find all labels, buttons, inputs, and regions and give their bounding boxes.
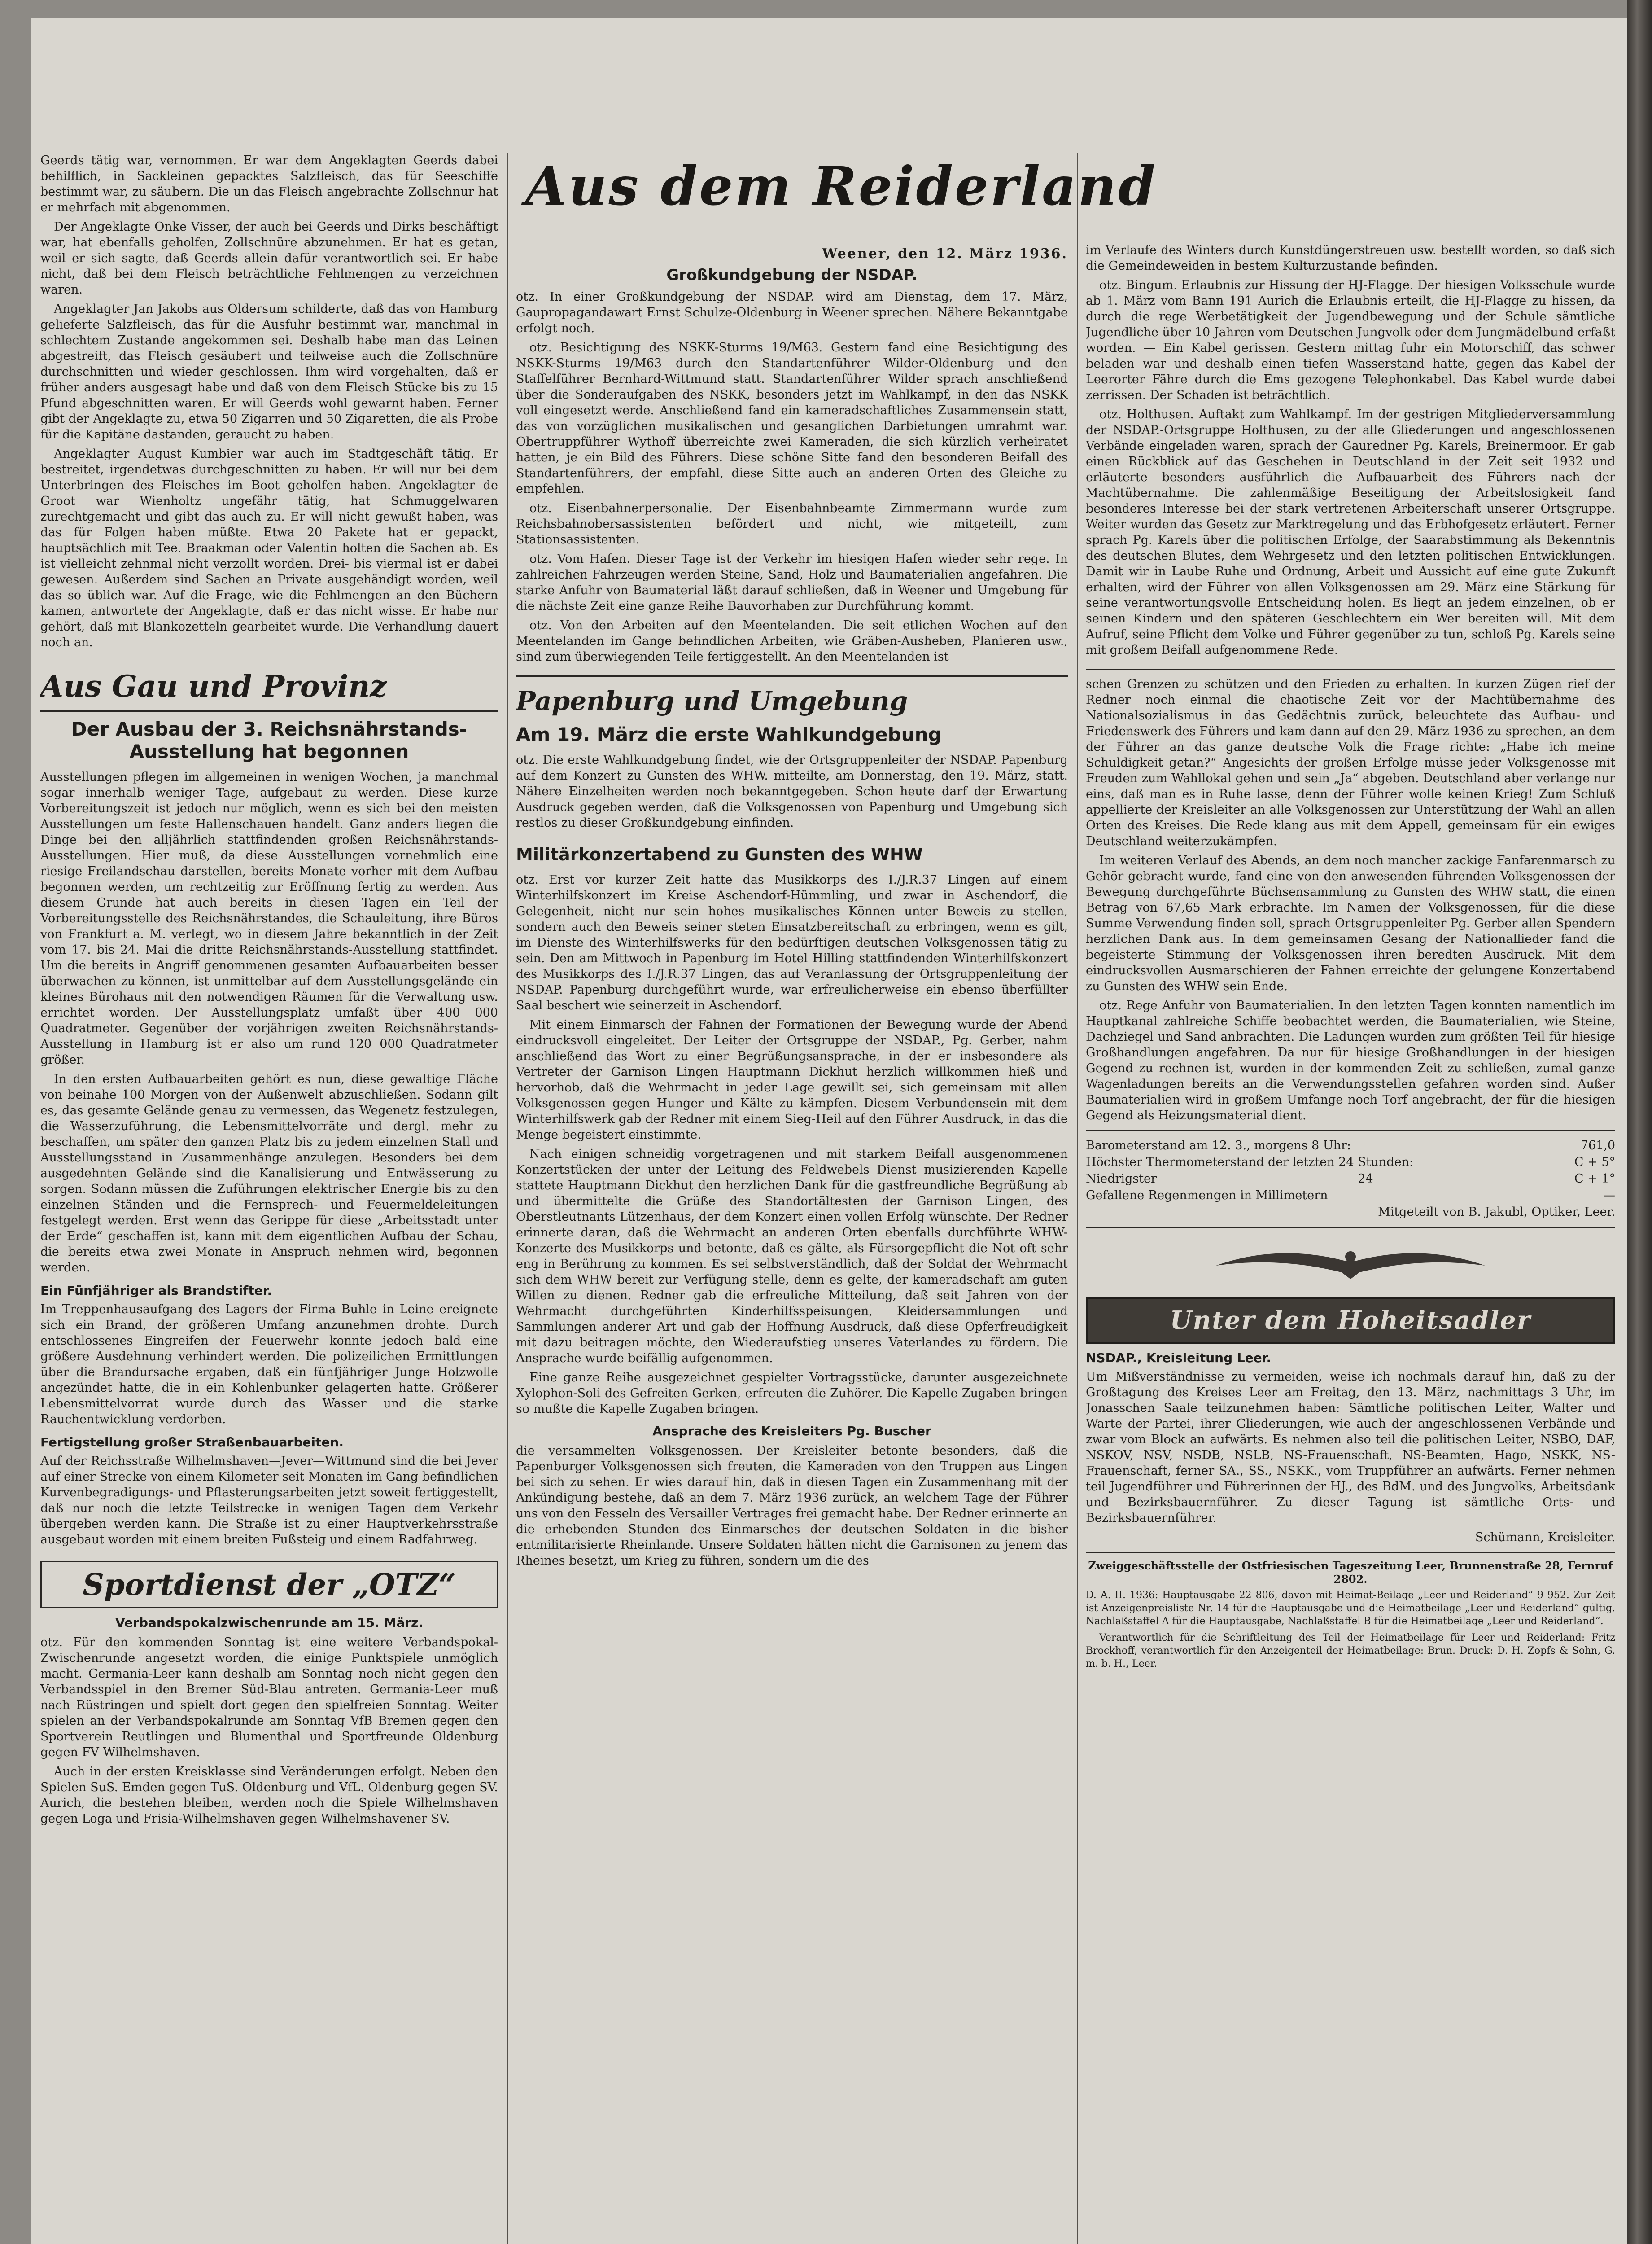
barometer-label: Barometerstand am 12. 3., morgens 8 Uhr: — [1086, 1139, 1351, 1153]
headline-militaerkonzert: Militärkonzertabend zu Gunsten des WHW — [516, 845, 923, 864]
signature: Schümann, Kreisleiter. — [1475, 1530, 1615, 1544]
divider — [40, 710, 498, 712]
divider — [1086, 1227, 1615, 1228]
paragraph: Eine ganze Reihe ausgezeichnet gespielter Vortragsstücke, darunter ausgezeichnete Xylophon-Soli des Gefreiten Gerken, erfreuten die Zuhörer. Die Kapelle Zugaben bringen so mußte die Kapelle Zugaben bringen. — [516, 1371, 1068, 1416]
min-temp-label: Niedrigster — [1086, 1172, 1157, 1186]
weather-report — [1086, 1137, 1615, 1220]
section-title-gau: Aus Gau und Provinz — [40, 669, 387, 704]
paragraph: otz. Von den Arbeiten auf den Meentelanden. Die seit etlichen Wochen auf den Meentelanden im Gange befindlichen Arbeiten, wie Gräben-Ausheben, Planieren usw., sind zum überwiegenden Teile fertiggestellt. An den Meentelanden ist — [516, 618, 1068, 664]
article-weener — [516, 289, 1068, 665]
max-temp-label: Höchster Thermometerstand der letzten 24 Stunden: — [1086, 1155, 1414, 1169]
eagle-icon — [1211, 1239, 1490, 1293]
headline-ausstellung: Der Ausbau der 3. Reichsnährstands-Ausstellung hat begonnen — [71, 718, 468, 763]
page-binding — [1627, 0, 1652, 2244]
paragraph: otz. Erst vor kurzer Zeit hatte das Musikkorps des I./J.R.37 Lingen auf einem Winterhilfskonzert im Kreise Aschendorf-Hümmling, und zwar in Aschendorf, die Gelegenheit, nicht nur sein hohes musikalisches Können unter Beweis zu stellen, sondern auch den Beweis seiner steten Einsatzbereitschaft zu erbringen, wenn es gilt, im Dienste des Winterhilfswerks für den bedürftigen deutschen Volksgenossen tätig zu sein. Den am Mittwoch in Papenburg im Hotel Hilling stattfindenden Winterhilfskonzert des Musikkorps des I./J.R.37 Lingen, das auf Veranlassung der Ortsgruppenleitung der NSDAP. Papenburg durchgeführt wurde, war erfreulicherweise ein ebenso überfüllter Saal beschert wie seinerzeit in Aschendorf. — [516, 873, 1068, 1012]
section-title-papenburg: Papenburg und Umgebung — [516, 686, 908, 716]
paragraph: otz. Rege Anfuhr von Baumaterialien. In den letzten Tagen konnten namentlich im Hauptkanal zahlreiche Schiffe beobachtet werden, die Baumaterialien, wie Steine, Dachziegel und Sand anbrachten. Die Ladungen wurden zum größten Teil für hiesige Großhandlungen angefahren. Da nur für hiesige Großhandlungen in der hiesigen Gegend zu rechnen ist, wurden in der kommenden Zeit zu schließen, zumal ganze Wagenladungen bereits an die Verwendungsstellen gefahren worden sind. Außer Baumaterialien wird in großem Umfange noch Torf angebracht, der für die hiesigen Gegend als Heizungsmaterial dient. — [1086, 999, 1615, 1122]
paragraph: Geerds tätig war, vernommen. Er war dem Angeklagten Geerds dabei behilflich, in Sackleinen gepacktes Salzfleisch, das für Seeschiffe bestimmt war, zu säubern. Die un das Fleisch angebrachte Zollschnur hat er mehrfach mit abgenommen. — [40, 153, 498, 215]
article-militaerkonzert — [516, 872, 1068, 1417]
headline-verbandspokal: Verbandspokalzwischenrunde am 15. März. — [115, 1615, 423, 1630]
min-temp-value: C + 1° — [1574, 1172, 1615, 1186]
paragraph: Angeklagter August Kumbier war auch im Stadtgeschäft tätig. Er bestreitet, irgendetwas durchgeschnitten zu haben. Er will nur bei dem Unterbringen des Fleisches im Boot geholfen haben. Angeklagter de Groot war Wienholtz ungefähr tätig, hat Schmuggelwaren zurechtgemacht und gibt das auch zu. Er will nicht gewußt haben, was das für Folgen haben müßte. Etwa 20 Pakete hat er gepackt, hauptsächlich mit Tee. Braakman oder Valentin holten die Sachen ab. Es ist vielleicht zehnmal nicht verzollt worden. Drei- bis viermal ist er dabei gewesen. Außerdem sind Sachen an Private ausgehändigt worden, weil das so üblich war. Auf die Frage, wie die Fehlmengen an den Büchern kamen, antwortete der Angeklagte, daß er das nicht wisse. Er habe nur gehört, daß mit Blankozetteln gearbeitet wurde. Die Verhandlung dauert noch an. — [40, 447, 498, 649]
rain-label: Gefallene Regenmengen in Millimetern — [1086, 1188, 1328, 1202]
article-buscher-continued — [1086, 676, 1615, 1123]
article-ausstellung — [40, 769, 498, 1275]
paragraph: Der Angeklagte Onke Visser, der auch bei Geerds und Dirks beschäftigt war, hat ebenfalls geholfen, Zollschnüre abzunehmen. Er hat es getan, weil er sich sagte, daß Geerds allein dafür verantwortlich sei. Er habe nicht, daß bei dem Fleisch beträchtliche Fehlmengen zu verzeichnen waren. — [40, 220, 498, 297]
left-intro — [40, 153, 498, 650]
article-kreisleitung — [1086, 1369, 1615, 1526]
article-brandstifter — [40, 1302, 498, 1427]
headline-strassenbau: Fertigstellung großer Straßenbauarbeiten. — [40, 1435, 344, 1450]
paragraph: otz. In einer Großkundgebung der NSDAP. wird am Dienstag, dem 17. März, Gaupropagandawart Ernst Schulze-Oldenburg in Weener sprechen. Nähere Bekanntgabe erfolgt noch. — [516, 290, 1068, 335]
article-reiderland-notes — [1086, 242, 1615, 658]
paragraph: Nach einigen schneidig vorgetragenen und mit starkem Beifall ausgenommenen Konzertstücken der unter der Leitung des Feldwebels Dienst musizierenden Kapelle stattete Hauptmann Dickhut den herzlichen Dank für die gastfreundliche Begrüßung ab und übermittelte die Grüße des Standortältesten der Garnison Lingen, des Oberstleutnants Lützenhaus, der dem Konzert einen vollen Erfolg wünschte. Der Redner erinnerte daran, daß die Wehrmacht an anderen Orten ebenfalls durchführte WHW-Konzerte des Musikkorps und betonte, daß es gälte, als Fürsorgepflicht die Not oft sehr eng in Berührung zu kommen. Es sei selbstverständlich, daß der Soldat der Wehrmacht sich dem WHW bereit zur Verfügung stelle, denn es gelte, der kameradschaft am guten Willen zu dienen. Redner gab die erfreuliche Mitteilung, daß seit Jahren von der Wehrmacht durchgeführten Kinderhilfsspeisungen, Kleidersammlungen und Sammlungen anderer Art und gab der Hoffnung Ausdruck, daß diese Opferfreudigkeit mit dazu beitragen möchte, den Wiederaufstieg unseres Vaterlandes zu fördern. Die Ansprache wurde beifällig aufgenommen. — [516, 1147, 1068, 1365]
paragraph: otz. Vom Hafen. Dieser Tage ist der Verkehr im hiesigen Hafen wieder sehr rege. In zahlreichen Fahrzeugen werden Steine, Sand, Holz und Baumaterialien angefahren. Die starke Anfuhr von Baumaterial läßt darauf schließen, daß in Weener und Umgebung für die nächste Zeit eine ganze Reihe Bauvorhaben zur Durchführung kommt. — [516, 552, 1068, 613]
headline-kreisleitung: NSDAP., Kreisleitung Leer. — [1086, 1350, 1272, 1365]
min-temp-hours: 24 — [1358, 1172, 1373, 1186]
paragraph: Im weiteren Verlauf des Abends, an dem noch mancher zackige Fanfarenmarsch zu Gehör gebracht wurde, fand eine von den anwesenden führenden Volksgenossen der Bewegung durchgeführte Büchsensammlung zu Gunsten des WHW statt, die einen Betrag von 67,65 Mark erbrachte. Im Namen der Volksgenossen, für die diese Summe Verwendung finden soll, sprach Ortsgruppenleiter Pg. Gerber allen Spendern herzlichen Dank aus. In dem gemeinsamen Gesang der Nationallieder fand die begeisterte Stimmung der Volksgenossen ihren beredten Ausdruck. Mit dem eindrucksvollen Ausmarschieren der Fahnen erreichte der gelungene Konzertabend zu Gunsten des WHW sein Ende. — [1086, 854, 1615, 993]
weather-row — [1086, 1170, 1615, 1187]
imprint-head: Zweiggeschäftsstelle der Ostfriesischen Tageszeitung Leer, Brunnenstraße 28, Fernruf 2802. — [1088, 1559, 1613, 1586]
dateline: Weener, den 12. März 1936. — [822, 246, 1068, 262]
paragraph: Ausstellungen pflegen im allgemeinen in wenigen Wochen, ja manchmal sogar innerhalb weniger Tage, aufgebaut zu werden. Diese kurze Vorbereitungszeit ist jedoch nur möglich, wenn es sich bei den meisten Ausstellungen um feste Hallenschauen handelt. Ganz anders liegen die Dinge bei den alljährlich stattfindenden großen Reichsnährstands-Ausstellungen. Hier muß, da diese Ausstellungen vornehmlich eine riesige Freilandschau darstellen, bereits Monate vorher mit dem Aufbau begonnen werden, um rechtzeitig zur Eröffnung fertig zu werden. Aus diesem Grunde hat auch bereits in diesen Tagen ein Teil der Vorbereitungsstelle des Reichsnährstandes, die Schauleitung, ihre Büros von Frankfurt a. M. verlegt, wo in diesem Jahre bekanntlich in der Zeit vom 17. bis 24. Mai die dritte Reichsnährstands-Ausstellung stattfindet. Um die bereits in Angriff genommenen gesamten Aufbauarbeiten besser überwachen zu können, ist unmittelbar auf dem Ausstellungsgelände ein kleines Bürohaus mit den notwendigen Räumen für die Verwaltung usw. errichtet worden. Der Ausstellungsplatz umfaßt über 400 000 Quadratmeter. Gegenüber der vorjährigen zweiten Reichsnährstands-Ausstellung in Hamburg ist er also um rund 120 000 Quadratmeter größer. — [40, 770, 498, 1067]
headline-brandstifter: Ein Fünfjähriger als Brandstifter. — [40, 1283, 272, 1298]
divider — [1086, 1552, 1615, 1553]
divider — [1086, 1130, 1615, 1131]
paragraph: die versammelten Volksgenossen. Der Kreisleiter betonte besonders, daß die Papenburger Volksgenossen sich freuten, die Kameraden von den Truppen aus Lingen bei sich zu sehen. Er wies darauf hin, daß in diesen Tagen ein Zusammenhang mit der Ankündigung bestehe, daß an dem 7. März 1936 zurück, an welchem Tage der Führer uns von den Fesseln des Versailler Vertrages frei gemacht habe. Der Redner erinnerte an die erhebenden Stunden des Einmarsches der deutschen Soldaten in die bisher entmilitarisierte Rheinlande. Unsere Soldaten hätten nicht die Garnisonen zu jenem das Rheines besetzt, um Krieg zu führen, sondern um die des — [516, 1444, 1068, 1568]
paragraph: Auch in der ersten Kreisklasse sind Veränderungen erfolgt. Neben den Spielen SuS. Emden gegen TuS. Oldenburg und VfL. Oldenburg gegen SV. Aurich, die bestehen bleiben, werden noch die Spiele Wilhelmshaven gegen Loga und Frisia-Wilhelmshaven gegen Wilhelmshavener SV. — [40, 1765, 498, 1826]
article-strassenbau — [40, 1453, 498, 1547]
paragraph: Auf der Reichsstraße Wilhelmshaven—Jever—Wittmund sind die bei Jever auf einer Strecke von einem Kilometer seit Monaten im Gang befindlichen Kurvenbegradigungs- und Pflasterungsarbeiten jetzt soweit fertiggestellt, daß nur noch die letzte Teilstrecke in wenigen Tagen dem Verkehr übergeben werden kann. Die Straße ist zu einer Hauptverkehrsstraße ausgebaut worden mit einem breiten Fußsteig und einem Radfahrweg. — [40, 1454, 498, 1547]
article-wahlkundgebung — [516, 752, 1068, 831]
newspaper-page — [31, 18, 1629, 2244]
column-rule — [1077, 153, 1078, 2244]
article-verbandspokal — [40, 1635, 498, 1827]
max-temp-value: C + 5° — [1574, 1155, 1615, 1169]
masthead-area — [516, 153, 1167, 242]
left-column — [40, 153, 498, 2244]
headline-grosskundgebung: Großkundgebung der NSDAP. — [666, 266, 918, 284]
sport-banner-box — [40, 1561, 498, 1608]
middle-column — [516, 242, 1068, 2244]
masthead-title: Aus dem Reiderland — [525, 155, 1157, 217]
paragraph: D. A. II. 1936: Hauptausgabe 22 806, davon mit Heimat-Beilage „Leer und Reiderland“ 9 952. Zur Zeit ist Anzeigenpreisliste Nr. 14 für die Hauptausgabe und die Heimatbeilage „Leer und Reiderland“ gültig. Nachlaßstaffel A für die Hauptausgabe, Nachlaßstaffel B für die Heimatbeilage „Leer und Reiderland“. — [1086, 1590, 1615, 1627]
divider — [1086, 669, 1615, 670]
paragraph: otz. Bingum. Erlaubnis zur Hissung der HJ-Flagge. Der hiesigen Volksschule wurde ab 1. März vom Bann 191 Aurich die Erlaubnis erteilt, die HJ-Flagge zu hissen, da durch die rege Werbetätigkeit der Jugendbewegung und der Schule sämtliche Jugendliche über 10 Jahren vom Deutschen Jungvolk oder dem Jungmädelbund erfaßt worden. — Ein Kabel gerissen. Gestern mittag fuhr ein Motorschiff, das schwer beladen war und deshalb einen tiefen Wasserstand hatte, gegen das Kabel der Leerorter Fähre durch die Ems gezogene Telephonkabel. Das Kabel wurde dabei zerrissen. Der Schaden ist beträchtlich. — [1086, 278, 1615, 402]
paragraph: Mit einem Einmarsch der Fahnen der Formationen der Bewegung wurde der Abend eindrucksvoll eingeleitet. Der Leiter der Ortsgruppe der NSDAP., Pg. Gerber, nahm anschließend das Wort zu einer Begrüßungsansprache, in der er insbesondere als Vertreter der Garnison Lingen Hauptmann Dickhut herzlich willkommen hieß und hervorhob, daß die Wehrmacht in jeder Lage gewillt sei, sich gemeinsam mit allen Volksgenossen gegen Hunger und Kälte zu kämpfen. Diesem Verbundensein mit dem Winterhilfswerk gab der Redner mit einem Sieg-Heil auf den Führer Ausdruck, in das die Menge begeistert einstimmte. — [516, 1018, 1068, 1142]
weather-row — [1086, 1187, 1615, 1204]
paragraph: In den ersten Aufbauarbeiten gehört es nun, diese gewaltige Fläche von beinahe 100 Morgen von der Außenwelt abzuschließen. Sodann gilt es, das gesamte Gelände genau zu vermessen, das Wegenetz festzulegen, die Wasserzuführung, die Lebensmittelvorräte und dergl. mehr zu beschaffen, um später den ganzen Platz bis zu jedem einzelnen Stall und Ausstellungsstand in Zusammenhänge anzulegen. Besonders bei dem ausgedehnten Gelände sind die Kanalisierung und Entwässerung zu sorgen. Sodann müssen die Zuführungen elektrischer Energie bis zu den einzelnen Ständen und die Fernsprech- und Feuermeldeleitungen festgelegt werden. Erst wenn das Gerippe für diese „Arbeitsstadt unter der Erde“ geschaffen ist, kann mit dem eigentlichen Aufbau der Schau, die bereits etwa zwei Monate in Anspruch nehmen wird, begonnen werden. — [40, 1072, 498, 1275]
paragraph: otz. Die erste Wahlkundgebung findet, wie der Ortsgruppenleiter der NSDAP. Papenburg auf dem Konzert zu Gunsten des WHW. mitteilte, am Donnerstag, den 19. März, statt. Nähere Einzelheiten werden noch bekanntgegeben. Schon heute darf der Erwartung Ausdruck gegeben werden, daß die Volksgenossen von Papenburg und Umgebung sich restlos zu dieser Großkundgebung einfinden. — [516, 753, 1068, 830]
rain-value: — — [1603, 1188, 1615, 1202]
imprint-text — [1086, 1589, 1615, 1670]
column-rule — [507, 153, 508, 2244]
paragraph: otz. Holthusen. Auftakt zum Wahlkampf. Im der gestrigen Mitgliederversammlung der NSDAP.-Ortsgruppe Holthusen, zu der alle Gliederungen und angeschlossenen Verbände eingeladen waren, sprach der Gauredner Pg. Karels, Breinermoor. Er gab einen Rückblick auf das Geschehen in Deutschland in der Zeit seit 1932 und erläuterte besonders ausführlich die Aufbauarbeit des Führers nach der Machtübernahme. Die zahlenmäßige Beseitigung der Arbeitslosigkeit fand besonderes Interesse bei der stark vertretenen Arbeiterschaft unserer Ortsgruppe. Weiter wurden das Gesetz zur Marktregelung und das Erbhofgesetz erläutert. Ferner sprach Pg. Karels über die politischen Erfolge, der Saarabstimmung als Bekenntnis des deutschen Blutes, dem Wehrgesetz und den letzten politischen Entwicklungen. Damit wir in Laube Ruhe und Ordnung, Arbeit und Aussicht auf eine gute Zukunft erhalten, wird der Führer von allen Volksgenossen am 29. März eine Stärkung für seine verantwortungsvolle Entscheidung holen. Es liegt an jedem einzelnen, ob er seinen Kindern und den späteren Geschlechtern ein Wer bereiten will. Mit dem Aufruf, seine Pflicht dem Volke und Führer gegenüber zu tun, schloß Pg. Karels seine mit großem Beifall aufgenommene Rede. — [1086, 408, 1615, 657]
eagle-emblem — [1086, 1239, 1615, 1293]
paragraph: otz. Für den kommenden Sonntag ist eine weitere Verbandspokal-Zwischenrunde angesetzt worden, die einige Punktspiele unmöglich macht. Germania-Leer kann deshalb am Sonntag noch nicht gegen den Verbandsspiel in den Bremer Süd-Blau antreten. Germania-Leer muß nach Rüstringen und spielt dort gegen den spielfreien Sonntag. Weiter spielen an der Verbandspokalrunde am Sonntag VfB Bremen gegen den Sportverein Reutlingen und Blumenthal und Sportfreunde Oldenburg gegen FV Wilhelmshaven. — [40, 1635, 498, 1759]
paragraph: Angeklagter Jan Jakobs aus Oldersum schilderte, daß das von Hamburg gelieferte Salzfleisch, das für die Ausfuhr bestimmt war, manchmal in schlechtem Zustande angekommen sei. Deshalb habe man das Leinen abgestreift, das Fleisch gesäubert und teilweise auch die Zollschnüre durchschnitten und wieder geschlossen. Ihm wird vorgehalten, daß er früher anders ausgesagt habe und daß von dem Fleisch Stücke bis zu 15 Pfund abgeschnitten waren. Er will Geerds wohl gewarnt haben. Ferner gibt der Angeklagte zu, etwa 50 Zigarren und 50 Zigaretten, die als Probe für die Kapitäne dastanden, geraucht zu haben. — [40, 302, 498, 442]
divider — [516, 675, 1068, 677]
barometer-value: 761,0 — [1580, 1139, 1615, 1153]
paragraph: im Verlaufe des Winters durch Kunstdüngerstreuen usw. bestellt worden, so daß sich die Gemeindeweiden in bestem Kulturzustande befinden. — [1086, 243, 1615, 273]
weather-row — [1086, 1137, 1615, 1154]
hoheitsadler-banner: Unter dem Hoheitsadler — [1086, 1297, 1615, 1344]
paragraph: Um Mißverständnisse zu vermeiden, weise ich nochmals darauf hin, daß zu der Großtagung des Kreises Leer am Freitag, den 13. März, nachmittags 3 Uhr, im Jonasschen Saale teilzunehmen haben: Sämtliche politischen Leiter, Walter und Warte der Partei, ihrer Gliederungen, wie auch der angeschlossenen Verbände und zwar vom Block an aufwärts. Es nehmen also teil die politischen Leiter, NSBO, DAF, NSKOV, NSV, NSDB, NSLB, NS-Frauenschaft, NS-Beamten, Hago, NSKK, NS-Frauenschaft, ferner SA., SS., NSKK., vom Truppführer an aufwärts. Ferner nehmen teil Jugendführer und Führerinnen der HJ., des BdM. und des Jungvolks, Arbeitsdank und Bezirksbauernführer. Zu dieser Tagung ist sämtliche Orts- und Bezirksbauernführer. — [1086, 1370, 1615, 1525]
paragraph: schen Grenzen zu schützen und den Frieden zu erhalten. In kurzen Zügen rief der Redner noch einmal die chaotische Zeit vor der Machtübernahme des Nationalsozialismus in das Gedächtnis zurück, beleuchtete das Aufbau- und Friedenswerk des Führers und kam dann auf den 29. März 1936 zu sprechen, an dem der Führer an das ganze deutsche Volk die Frage richte: „Habe ich meine Schuldigkeit getan?“ Angesichts der großen Erfolge müsse jeder Volksgenosse mit Freuden zum Wahllokal gehen und sein „Ja“ abgeben. Deutschland aber verlange nur eins, daß man es in Ruhe lasse, denn der Führer wolle keinen Krieg! Zum Schluß appellierte der Kreisleiter an alle Volksgenossen zur Unterstützung der Wahl an allen Orten des Kreises. Die Rede klang aus mit dem Appell, gemeinsam für ein ewiges Deutschland weiterzukämpfen. — [1086, 677, 1615, 848]
paragraph: Verantwortlich für die Schriftleitung des Teil der Heimatbeilage für Leer und Reiderland: Fritz Brockhoff, verantwortlich für den Anzeigenteil der Heimatbeilage: Brun. Druck: D. H. Zopfs & Sohn, G. m. b. H., Leer. — [1086, 1632, 1615, 1670]
headline-buscher: Ansprache des Kreisleiters Pg. Buscher — [652, 1424, 931, 1438]
weather-source: Mitgeteilt von B. Jakubl, Optiker, Leer. — [1378, 1205, 1615, 1219]
sport-banner: Sportdienst der „OTZ“ — [83, 1567, 456, 1602]
paragraph: Im Treppenhausaufgang des Lagers der Firma Buhle in Leine ereignete sich ein Brand, der größeren Umfang anzunehmen drohte. Durch entschlossenes Eingreifen der Feuerwehr konnte jedoch bald eine größere Ausdehnung verhindert werden. Die polizeilichen Ermittlungen über die Brandursache ergaben, daß ein fünfjähriger Junge Holzwolle angezündet hatte, die in ein Kohlenbunker gelagerten hatte. Größerer Lebensmittelvorrat wurde durch das Wasser und die starke Rauchentwicklung verdorben. — [40, 1302, 498, 1426]
right-column — [1086, 242, 1615, 2244]
weather-row — [1086, 1154, 1615, 1170]
article-buscher — [516, 1443, 1068, 1569]
paragraph: otz. Besichtigung des NSKK-Sturms 19/M63. Gestern fand eine Besichtigung des NSKK-Sturms 19/M63 durch den Standartenführer Wilder-Oldenburg und den Staffelführer Bernhard-Wittmund statt. Standartenführer Wilder sprach anschließend über die Sonderaufgaben des NSKK, besonders jetzt im Wahlkampf, in den das NSKK voll eingesetzt werde. Anschließend fand ein kameradschaftliches Zusammensein statt, das von vorzüglichen musikalischen und gesanglichen Darbietungen umrahmt war. Obertruppführer Wythoff überreichte zwei Kameraden, die sich kürzlich verheiratet hatten, je ein Bild des Führers. Diese schöne Sitte fand den besonderen Beifall des Standartenführers, der empfahl, diese Sitte auch an anderen Orten des Gleiche zu empfehlen. — [516, 341, 1068, 496]
headline-wahlkundgebung: Am 19. März die erste Wahlkundgebung — [516, 723, 942, 745]
imprint — [1086, 1559, 1615, 1670]
paragraph: otz. Eisenbahnerpersonalie. Der Eisenbahnbeamte Zimmermann wurde zum Reichsbahnobersassistenten befördert und nicht, wie mitgeteilt, zum Stationsassistenten. — [516, 501, 1068, 547]
